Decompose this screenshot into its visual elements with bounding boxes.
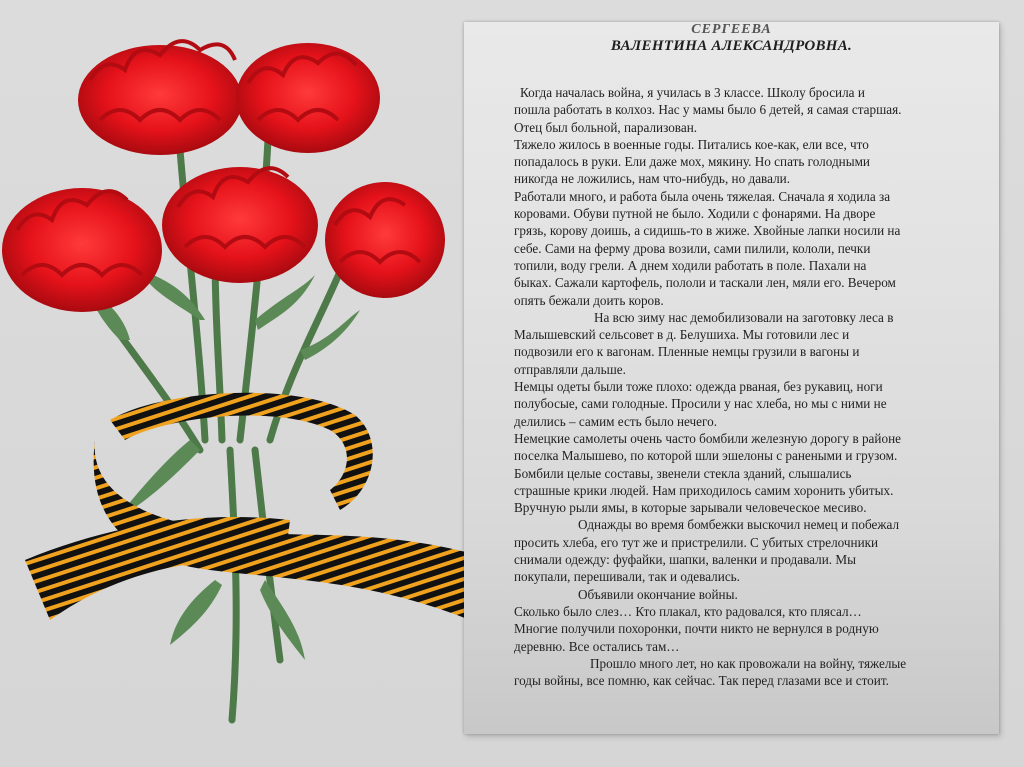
carnation-bouquet-illustration <box>0 20 510 740</box>
memoir-line: отправляли дальше. <box>514 361 626 377</box>
memoir-line: Малышевский сельсовет в д. Белушиха. Мы готовили лес и <box>514 327 850 343</box>
memoir-line: коровами. Обуви путной не было. Ходили с фонарями. На дворе <box>514 206 876 222</box>
memoir-line: делились – самим есть было нечего. <box>514 413 717 429</box>
memoir-line: никогда не ложились, нам что-нибудь, но давали. <box>514 171 791 187</box>
memoir-line: покупали, перешивали, так и одевались. <box>514 569 740 585</box>
memoir-line: опять бежали доить коров. <box>514 292 664 308</box>
memoir-line: Когда началась война, я училась в 3 классе. Школу бросила и <box>520 85 865 100</box>
memoir-line: Однажды во время бомбежки выскочил немец и побежал <box>578 517 900 533</box>
leaves <box>85 270 360 660</box>
memoir-line: поселка Малышево, по которой шли эшелоны с ранеными и грузом. <box>514 448 898 464</box>
author-full-name: ВАЛЕНТИНА АЛЕКСАНДРОВНА. <box>610 38 853 54</box>
memoir-line: Работали много, и работа была очень тяжелая. Сначала я ходила за <box>514 188 891 204</box>
memoir-line: топили, воду грели. А днем ходили работать в поле. Пахали на <box>514 257 867 273</box>
memoir-line: На всю зиму нас демобилизовали на заготовку леса в <box>594 309 894 325</box>
memoir-line: Многие получили похоронки, почти никто не вернулся в родную <box>514 621 879 637</box>
memoir-line: Прошло много лет, но как провожали на войну, тяжелые <box>590 655 907 671</box>
memoir-line: просить хлеба, его тут же и пристрелили. С убитых стрелочники <box>514 534 879 550</box>
memoir-line: снимали одежду: фуфайки, шапки, валенки и продавали. Мы <box>514 552 856 568</box>
memoir-line: подвозили его к вагонам. Пленные немцы грузили в вагоны и <box>514 344 860 360</box>
memoir-document <box>464 22 999 734</box>
memoir-line: деревню. Все остались там… <box>514 638 680 654</box>
memoir-line: годы войны, все помню, как сейчас. Так перед глазами все и стоит. <box>514 673 889 689</box>
memoir-line: страшные крики людей. Нам приходилось самим хоронить убитых. <box>514 482 894 498</box>
memoir-body-text <box>514 84 1004 689</box>
memoir-line: грязь, корову доишь, а сидишь-то в жиже. Хвойные лапки носили на <box>514 223 901 239</box>
memoir-line: Немецкие самолеты очень часто бомбили железную дорогу в районе <box>514 430 901 446</box>
memoir-line: попадалось в руки. Ели даже мох, мякину. Но спать голодными <box>514 154 870 170</box>
memoir-line: полубосые, сами голодные. Просили у нас хлеба, но мы с ними не <box>514 396 887 412</box>
memoir-line: Немцы одеты были тоже плохо: одежда рваная, без рукавиц, ноги <box>514 379 883 395</box>
memoir-line: себе. Сами на ферму дрова возили, сами пилили, кололи, печки <box>514 240 871 256</box>
memoir-line: пошла работать в колхоз. Нас у мамы было 6 детей, я самая старшая. <box>514 102 902 118</box>
memoir-line: Сколько было слез… Кто плакал, кто радовался, кто плясал… <box>514 603 862 619</box>
memoir-line: Отец был больной, парализован. <box>514 119 698 135</box>
memoir-line: Тяжело жилось в военные годы. Питались кое-как, ели все, что <box>514 136 869 152</box>
carnation-flowers <box>2 41 445 312</box>
memoir-line: Объявили окончание войны. <box>578 586 738 602</box>
memoir-line: Вручную рыли ямы, в которые зарывали человеческое месиво. <box>514 500 867 516</box>
author-surname: СЕРГЕЕВА <box>691 22 772 36</box>
memoir-line: Бомбили целые составы, звенели стекла зданий, слышались <box>514 465 852 481</box>
memoir-line: быках. Сажали картофель, пололи и таскали лен, мяли его. Вечером <box>514 275 896 291</box>
